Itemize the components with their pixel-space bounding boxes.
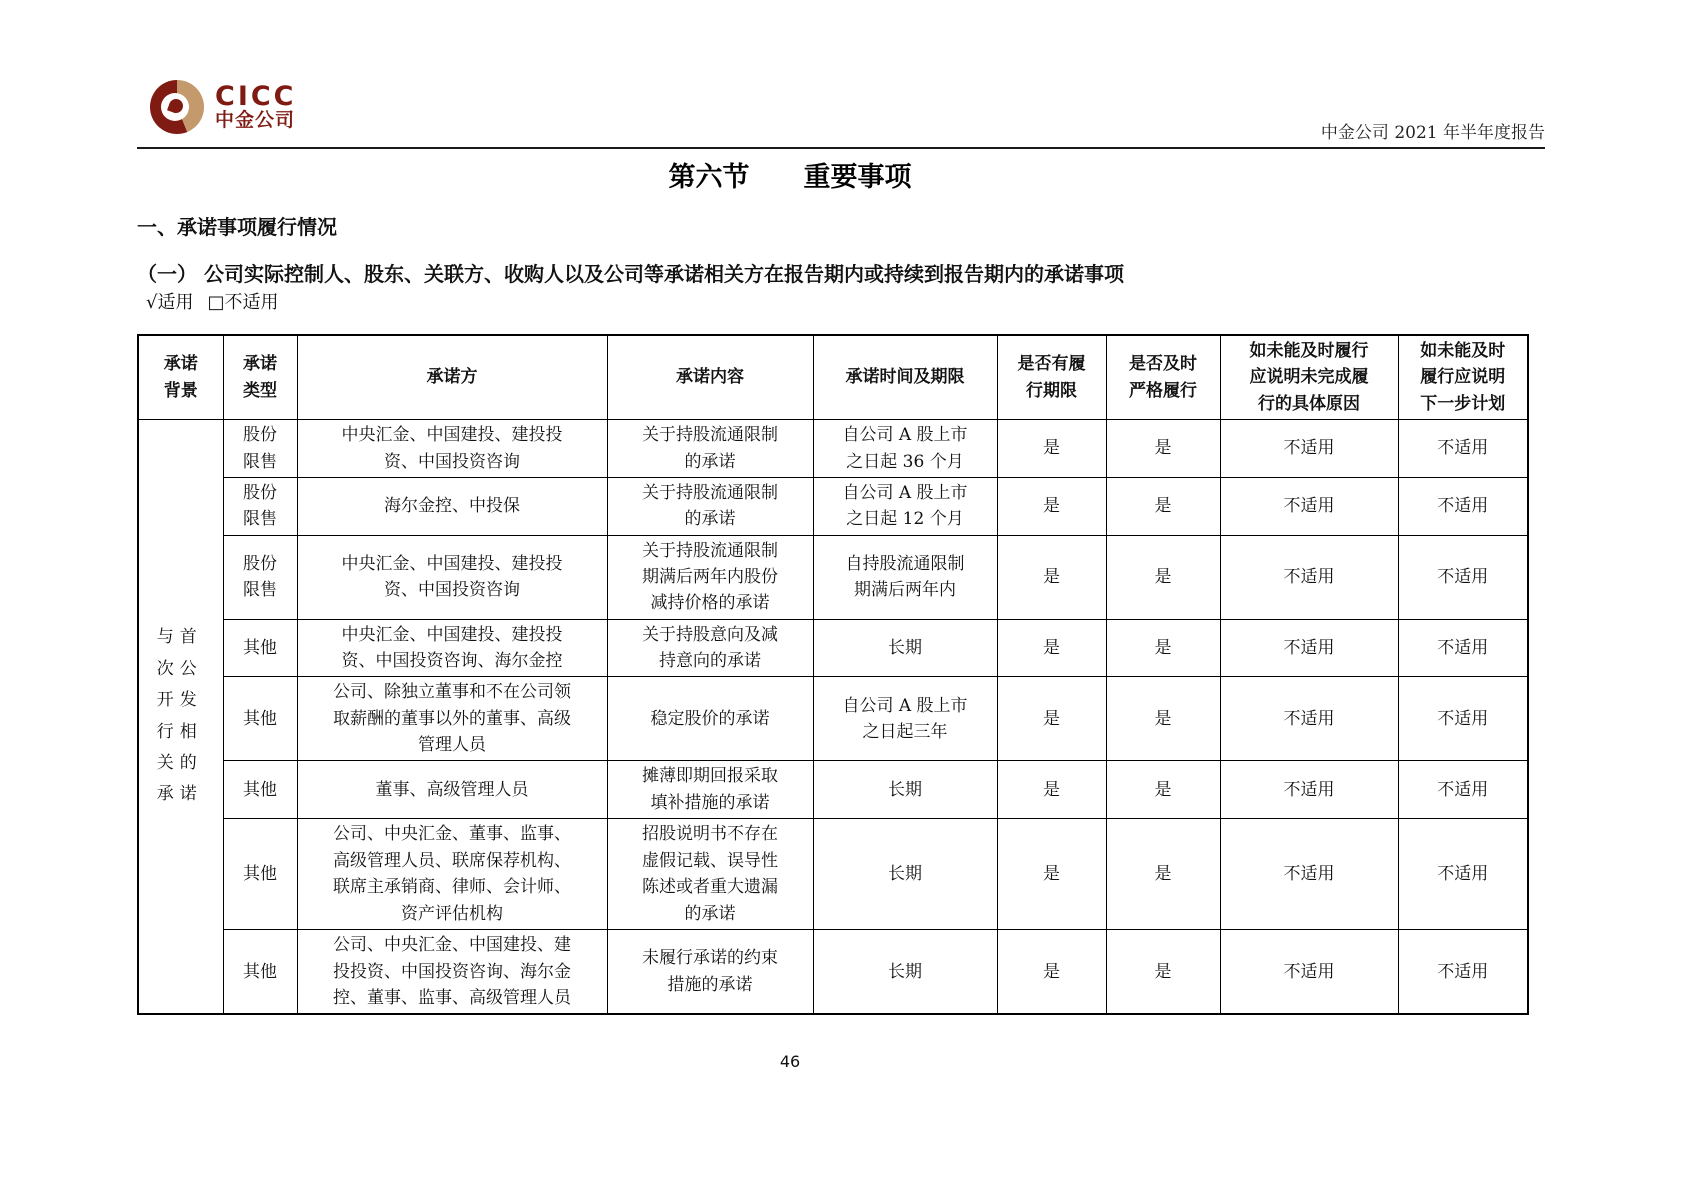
cell-reason: 不适用 <box>1220 478 1398 536</box>
cell-plan: 不适用 <box>1398 677 1528 761</box>
cell-party: 公司、除独立董事和不在公司领取薪酬的董事以外的董事、高级管理人员 <box>297 677 607 761</box>
header-content: 承诺内容 <box>607 335 813 420</box>
cell-party: 中央汇金、中国建投、建投投资、中国投资咨询 <box>297 420 607 478</box>
not-applicable-unchecked: □不适用 <box>207 292 279 313</box>
cell-has-term: 是 <box>997 677 1106 761</box>
cell-time: 自公司 A 股上市之日起 36 个月 <box>813 420 997 478</box>
cell-strict: 是 <box>1106 930 1220 1015</box>
cell-plan: 不适用 <box>1398 420 1528 478</box>
cell-type: 其他 <box>223 677 297 761</box>
cell-has-term: 是 <box>997 761 1106 819</box>
cicc-logo <box>150 80 297 134</box>
table-row <box>138 619 1528 677</box>
logo-swirl-icon <box>167 97 185 115</box>
table-header-row <box>138 335 1528 420</box>
cell-strict: 是 <box>1106 819 1220 930</box>
table-row <box>138 478 1528 536</box>
cell-type: 其他 <box>223 819 297 930</box>
cell-strict: 是 <box>1106 478 1220 536</box>
cell-type: 股份限售 <box>223 478 297 536</box>
header-strict: 是否及时严格履行 <box>1106 335 1220 420</box>
cell-party: 公司、中央汇金、中国建投、建投投资、中国投资咨询、海尔金控、董事、监事、高级管理人员 <box>297 930 607 1015</box>
cell-content: 关于持股流通限制的承诺 <box>607 420 813 478</box>
cell-plan: 不适用 <box>1398 930 1528 1015</box>
cell-plan: 不适用 <box>1398 535 1528 619</box>
table-row <box>138 535 1528 619</box>
cell-party: 海尔金控、中投保 <box>297 478 607 536</box>
cell-time: 长期 <box>813 761 997 819</box>
cell-party: 公司、中央汇金、董事、监事、高级管理人员、联席保荐机构、联席主承销商、律师、会计师、资产评估机构 <box>297 819 607 930</box>
cell-content: 关于持股流通限制期满后两年内股份减持价格的承诺 <box>607 535 813 619</box>
header-time: 承诺时间及期限 <box>813 335 997 420</box>
header-has-term: 是否有履行期限 <box>997 335 1106 420</box>
section-heading-2: （一） 公司实际控制人、股东、关联方、收购人以及公司等承诺相关方在报告期内或持续到报告期内的承诺事项 <box>137 262 1124 286</box>
header-type: 承诺类型 <box>223 335 297 420</box>
cell-time: 自公司 A 股上市之日起 12 个月 <box>813 478 997 536</box>
cell-time: 长期 <box>813 619 997 677</box>
cell-time: 长期 <box>813 819 997 930</box>
cell-type: 其他 <box>223 619 297 677</box>
cell-reason: 不适用 <box>1220 619 1398 677</box>
cell-reason: 不适用 <box>1220 535 1398 619</box>
cell-reason: 不适用 <box>1220 420 1398 478</box>
cell-content: 稳定股价的承诺 <box>607 677 813 761</box>
cell-content: 关于持股流通限制的承诺 <box>607 478 813 536</box>
cell-has-term: 是 <box>997 420 1106 478</box>
cell-reason: 不适用 <box>1220 677 1398 761</box>
chapter-title: 第六节 重要事项 <box>668 162 912 193</box>
cell-type: 股份限售 <box>223 535 297 619</box>
cell-time: 自持股流通限制期满后两年内 <box>813 535 997 619</box>
cell-strict: 是 <box>1106 761 1220 819</box>
table-row <box>138 677 1528 761</box>
cicc-logo-icon <box>150 80 204 134</box>
logo-acronym: CICC <box>215 80 297 112</box>
commitments-table-wrapper <box>137 334 1529 1015</box>
cell-background-merged: 与首次公开发行相关的承诺 <box>138 420 223 1015</box>
logo-text <box>215 80 297 132</box>
cell-time: 自公司 A 股上市之日起三年 <box>813 677 997 761</box>
cell-party: 中央汇金、中国建投、建投投资、中国投资咨询、海尔金控 <box>297 619 607 677</box>
cell-strict: 是 <box>1106 619 1220 677</box>
cell-has-term: 是 <box>997 930 1106 1015</box>
cell-reason: 不适用 <box>1220 761 1398 819</box>
cell-content: 摊薄即期回报采取填补措施的承诺 <box>607 761 813 819</box>
cell-strict: 是 <box>1106 535 1220 619</box>
report-title: 中金公司 2021 年半年度报告 <box>1320 123 1545 143</box>
cell-has-term: 是 <box>997 535 1106 619</box>
table-row <box>138 761 1528 819</box>
cell-type: 股份限售 <box>223 420 297 478</box>
cell-reason: 不适用 <box>1220 930 1398 1015</box>
section-heading-1: 一、承诺事项履行情况 <box>137 215 337 239</box>
cell-plan: 不适用 <box>1398 619 1528 677</box>
cell-has-term: 是 <box>997 619 1106 677</box>
cell-reason: 不适用 <box>1220 819 1398 930</box>
cell-has-term: 是 <box>997 819 1106 930</box>
cell-type: 其他 <box>223 930 297 1015</box>
header-background: 承诺背景 <box>138 335 223 420</box>
cell-party: 中央汇金、中国建投、建投投资、中国投资咨询 <box>297 535 607 619</box>
table-row <box>138 819 1528 930</box>
applicable-checked: √适用 <box>146 292 194 313</box>
cell-has-term: 是 <box>997 478 1106 536</box>
commitments-table <box>137 334 1529 1015</box>
cell-party: 董事、高级管理人员 <box>297 761 607 819</box>
cell-content: 未履行承诺的约束措施的承诺 <box>607 930 813 1015</box>
header-plan: 如未能及时履行应说明下一步计划 <box>1398 335 1528 420</box>
cell-content: 关于持股意向及减持意向的承诺 <box>607 619 813 677</box>
cell-plan: 不适用 <box>1398 761 1528 819</box>
cell-plan: 不适用 <box>1398 819 1528 930</box>
header-party: 承诺方 <box>297 335 607 420</box>
table-row <box>138 420 1528 478</box>
header-reason: 如未能及时履行应说明未完成履行的具体原因 <box>1220 335 1398 420</box>
cell-strict: 是 <box>1106 677 1220 761</box>
page-number: 46 <box>779 1052 801 1071</box>
logo-company-name: 中金公司 <box>215 109 296 132</box>
header-divider <box>137 147 1545 149</box>
applicability-line <box>146 288 279 314</box>
cell-content: 招股说明书不存在虚假记载、误导性陈述或者重大遗漏的承诺 <box>607 819 813 930</box>
cell-strict: 是 <box>1106 420 1220 478</box>
cell-plan: 不适用 <box>1398 478 1528 536</box>
cell-type: 其他 <box>223 761 297 819</box>
cell-time: 长期 <box>813 930 997 1015</box>
table-row <box>138 930 1528 1015</box>
